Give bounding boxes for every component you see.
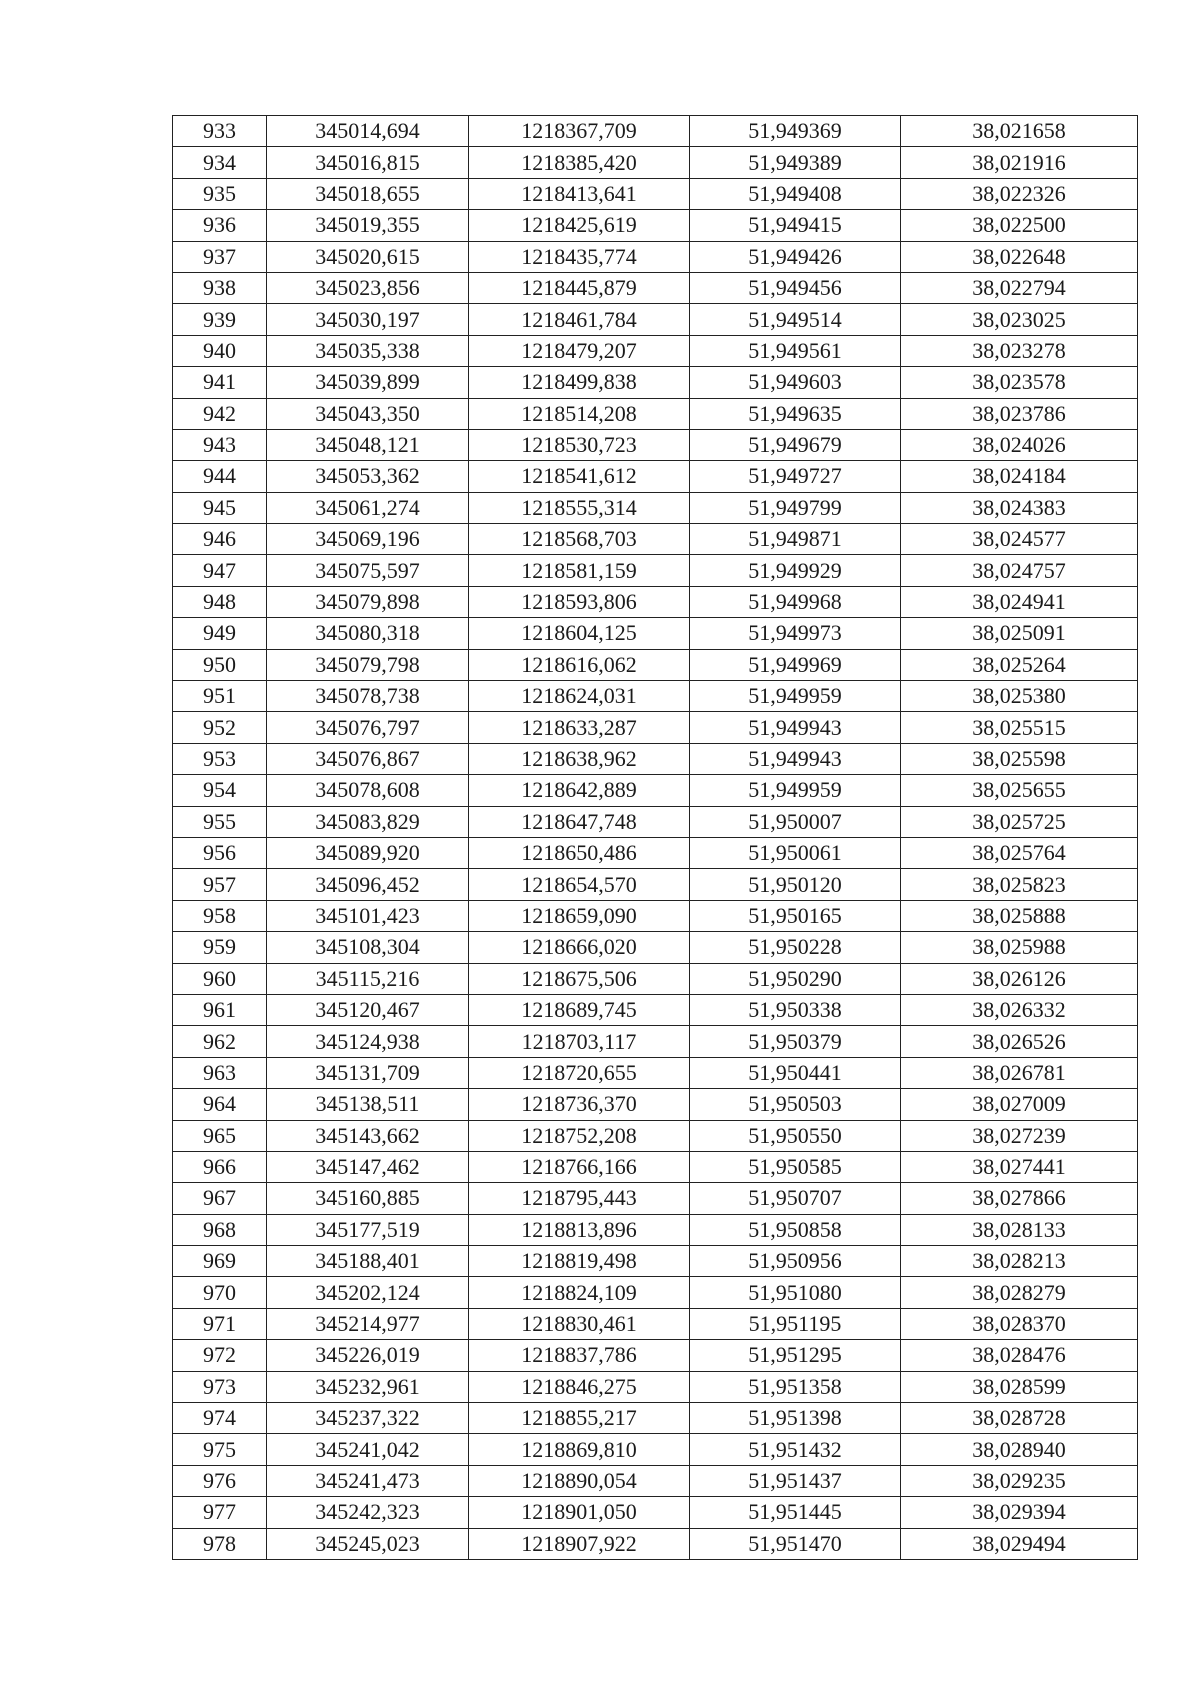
table-row (173, 210, 1138, 241)
longitude-cell: 38,029235 (901, 1465, 1138, 1496)
longitude-cell: 38,021658 (901, 116, 1138, 147)
point-number-cell: 938 (173, 272, 267, 303)
table-row (173, 963, 1138, 994)
x-coordinate-cell: 345242,323 (267, 1497, 469, 1528)
point-number-cell: 937 (173, 241, 267, 272)
table-row (173, 461, 1138, 492)
y-coordinate-cell: 1218647,748 (469, 806, 690, 837)
point-number-cell: 943 (173, 429, 267, 460)
table-row (173, 147, 1138, 178)
x-coordinate-cell: 345245,023 (267, 1528, 469, 1559)
table-row (173, 524, 1138, 555)
table-row (173, 681, 1138, 712)
latitude-cell: 51,949799 (690, 492, 901, 523)
point-number-cell: 969 (173, 1246, 267, 1277)
latitude-cell: 51,949929 (690, 555, 901, 586)
y-coordinate-cell: 1218846,275 (469, 1371, 690, 1402)
longitude-cell: 38,021916 (901, 147, 1138, 178)
point-number-cell: 978 (173, 1528, 267, 1559)
y-coordinate-cell: 1218830,461 (469, 1308, 690, 1339)
x-coordinate-cell: 345096,452 (267, 869, 469, 900)
longitude-cell: 38,022648 (901, 241, 1138, 272)
latitude-cell: 51,949969 (690, 649, 901, 680)
latitude-cell: 51,949871 (690, 524, 901, 555)
y-coordinate-cell: 1218479,207 (469, 335, 690, 366)
table-row (173, 116, 1138, 147)
table-row (173, 1465, 1138, 1496)
table-row (173, 837, 1138, 868)
longitude-cell: 38,027239 (901, 1120, 1138, 1151)
latitude-cell: 51,951295 (690, 1340, 901, 1371)
longitude-cell: 38,025655 (901, 775, 1138, 806)
table-row (173, 1308, 1138, 1339)
longitude-cell: 38,023025 (901, 304, 1138, 335)
x-coordinate-cell: 345188,401 (267, 1246, 469, 1277)
y-coordinate-cell: 1218703,117 (469, 1026, 690, 1057)
table-row (173, 1089, 1138, 1120)
point-number-cell: 948 (173, 586, 267, 617)
point-number-cell: 952 (173, 712, 267, 743)
latitude-cell: 51,950858 (690, 1214, 901, 1245)
table-row (173, 429, 1138, 460)
table-row (173, 900, 1138, 931)
point-number-cell: 941 (173, 367, 267, 398)
point-number-cell: 953 (173, 743, 267, 774)
x-coordinate-cell: 345039,899 (267, 367, 469, 398)
longitude-cell: 38,024941 (901, 586, 1138, 617)
point-number-cell: 946 (173, 524, 267, 555)
y-coordinate-cell: 1218499,838 (469, 367, 690, 398)
latitude-cell: 51,949415 (690, 210, 901, 241)
latitude-cell: 51,950707 (690, 1183, 901, 1214)
point-number-cell: 951 (173, 681, 267, 712)
longitude-cell: 38,028599 (901, 1371, 1138, 1402)
x-coordinate-cell: 345241,042 (267, 1434, 469, 1465)
table-row (173, 1026, 1138, 1057)
table-row (173, 1497, 1138, 1528)
x-coordinate-cell: 345016,815 (267, 147, 469, 178)
y-coordinate-cell: 1218837,786 (469, 1340, 690, 1371)
point-number-cell: 950 (173, 649, 267, 680)
x-coordinate-cell: 345214,977 (267, 1308, 469, 1339)
latitude-cell: 51,949408 (690, 178, 901, 209)
point-number-cell: 970 (173, 1277, 267, 1308)
x-coordinate-cell: 345079,798 (267, 649, 469, 680)
longitude-cell: 38,025091 (901, 618, 1138, 649)
latitude-cell: 51,949389 (690, 147, 901, 178)
y-coordinate-cell: 1218555,314 (469, 492, 690, 523)
y-coordinate-cell: 1218907,922 (469, 1528, 690, 1559)
latitude-cell: 51,949369 (690, 116, 901, 147)
table-row (173, 367, 1138, 398)
x-coordinate-cell: 345160,885 (267, 1183, 469, 1214)
point-number-cell: 968 (173, 1214, 267, 1245)
y-coordinate-cell: 1218675,506 (469, 963, 690, 994)
longitude-cell: 38,025598 (901, 743, 1138, 774)
point-number-cell: 971 (173, 1308, 267, 1339)
table-row (173, 1246, 1138, 1277)
y-coordinate-cell: 1218367,709 (469, 116, 690, 147)
latitude-cell: 51,951432 (690, 1434, 901, 1465)
point-number-cell: 976 (173, 1465, 267, 1496)
longitude-cell: 38,023578 (901, 367, 1138, 398)
point-number-cell: 964 (173, 1089, 267, 1120)
latitude-cell: 51,950379 (690, 1026, 901, 1057)
longitude-cell: 38,025725 (901, 806, 1138, 837)
table-row (173, 304, 1138, 335)
longitude-cell: 38,025515 (901, 712, 1138, 743)
longitude-cell: 38,026126 (901, 963, 1138, 994)
coordinates-table (172, 115, 1138, 1560)
x-coordinate-cell: 345076,867 (267, 743, 469, 774)
y-coordinate-cell: 1218869,810 (469, 1434, 690, 1465)
x-coordinate-cell: 345061,274 (267, 492, 469, 523)
x-coordinate-cell: 345014,694 (267, 116, 469, 147)
point-number-cell: 967 (173, 1183, 267, 1214)
latitude-cell: 51,951470 (690, 1528, 901, 1559)
table-row (173, 178, 1138, 209)
y-coordinate-cell: 1218659,090 (469, 900, 690, 931)
longitude-cell: 38,025380 (901, 681, 1138, 712)
y-coordinate-cell: 1218901,050 (469, 1497, 690, 1528)
latitude-cell: 51,950550 (690, 1120, 901, 1151)
longitude-cell: 38,028728 (901, 1403, 1138, 1434)
x-coordinate-cell: 345019,355 (267, 210, 469, 241)
latitude-cell: 51,950956 (690, 1246, 901, 1277)
y-coordinate-cell: 1218813,896 (469, 1214, 690, 1245)
point-number-cell: 936 (173, 210, 267, 241)
x-coordinate-cell: 345078,738 (267, 681, 469, 712)
table-row (173, 241, 1138, 272)
point-number-cell: 958 (173, 900, 267, 931)
table-row (173, 1277, 1138, 1308)
table-row (173, 649, 1138, 680)
y-coordinate-cell: 1218604,125 (469, 618, 690, 649)
longitude-cell: 38,026332 (901, 994, 1138, 1025)
x-coordinate-cell: 345124,938 (267, 1026, 469, 1057)
y-coordinate-cell: 1218581,159 (469, 555, 690, 586)
table-row (173, 869, 1138, 900)
x-coordinate-cell: 345018,655 (267, 178, 469, 209)
y-coordinate-cell: 1218890,054 (469, 1465, 690, 1496)
x-coordinate-cell: 345089,920 (267, 837, 469, 868)
y-coordinate-cell: 1218385,420 (469, 147, 690, 178)
latitude-cell: 51,949603 (690, 367, 901, 398)
x-coordinate-cell: 345080,318 (267, 618, 469, 649)
y-coordinate-cell: 1218819,498 (469, 1246, 690, 1277)
longitude-cell: 38,026526 (901, 1026, 1138, 1057)
point-number-cell: 963 (173, 1057, 267, 1088)
table-row (173, 1340, 1138, 1371)
point-number-cell: 977 (173, 1497, 267, 1528)
latitude-cell: 51,949561 (690, 335, 901, 366)
x-coordinate-cell: 345232,961 (267, 1371, 469, 1402)
x-coordinate-cell: 345023,856 (267, 272, 469, 303)
point-number-cell: 945 (173, 492, 267, 523)
y-coordinate-cell: 1218413,641 (469, 178, 690, 209)
latitude-cell: 51,949679 (690, 429, 901, 460)
longitude-cell: 38,029494 (901, 1528, 1138, 1559)
longitude-cell: 38,028476 (901, 1340, 1138, 1371)
y-coordinate-cell: 1218541,612 (469, 461, 690, 492)
latitude-cell: 51,951398 (690, 1403, 901, 1434)
y-coordinate-cell: 1218633,287 (469, 712, 690, 743)
point-number-cell: 955 (173, 806, 267, 837)
table-row (173, 1120, 1138, 1151)
longitude-cell: 38,023786 (901, 398, 1138, 429)
y-coordinate-cell: 1218795,443 (469, 1183, 690, 1214)
longitude-cell: 38,028279 (901, 1277, 1138, 1308)
x-coordinate-cell: 345147,462 (267, 1151, 469, 1182)
coordinates-table-body (173, 116, 1138, 1560)
point-number-cell: 959 (173, 932, 267, 963)
latitude-cell: 51,950441 (690, 1057, 901, 1088)
latitude-cell: 51,950503 (690, 1089, 901, 1120)
point-number-cell: 949 (173, 618, 267, 649)
y-coordinate-cell: 1218752,208 (469, 1120, 690, 1151)
y-coordinate-cell: 1218642,889 (469, 775, 690, 806)
latitude-cell: 51,951195 (690, 1308, 901, 1339)
longitude-cell: 38,024383 (901, 492, 1138, 523)
latitude-cell: 51,949943 (690, 743, 901, 774)
table-row (173, 1057, 1138, 1088)
x-coordinate-cell: 345035,338 (267, 335, 469, 366)
latitude-cell: 51,950338 (690, 994, 901, 1025)
x-coordinate-cell: 345241,473 (267, 1465, 469, 1496)
table-row (173, 932, 1138, 963)
point-number-cell: 972 (173, 1340, 267, 1371)
latitude-cell: 51,949514 (690, 304, 901, 335)
point-number-cell: 935 (173, 178, 267, 209)
x-coordinate-cell: 345030,197 (267, 304, 469, 335)
latitude-cell: 51,949727 (690, 461, 901, 492)
x-coordinate-cell: 345083,829 (267, 806, 469, 837)
x-coordinate-cell: 345237,322 (267, 1403, 469, 1434)
longitude-cell: 38,025764 (901, 837, 1138, 868)
point-number-cell: 975 (173, 1434, 267, 1465)
y-coordinate-cell: 1218435,774 (469, 241, 690, 272)
table-row (173, 1371, 1138, 1402)
latitude-cell: 51,950585 (690, 1151, 901, 1182)
y-coordinate-cell: 1218568,703 (469, 524, 690, 555)
table-row (173, 618, 1138, 649)
longitude-cell: 38,022500 (901, 210, 1138, 241)
point-number-cell: 973 (173, 1371, 267, 1402)
x-coordinate-cell: 345079,898 (267, 586, 469, 617)
latitude-cell: 51,949959 (690, 775, 901, 806)
longitude-cell: 38,024184 (901, 461, 1138, 492)
x-coordinate-cell: 345069,196 (267, 524, 469, 555)
y-coordinate-cell: 1218736,370 (469, 1089, 690, 1120)
table-row (173, 712, 1138, 743)
latitude-cell: 51,949968 (690, 586, 901, 617)
point-number-cell: 965 (173, 1120, 267, 1151)
table-row (173, 994, 1138, 1025)
point-number-cell: 966 (173, 1151, 267, 1182)
y-coordinate-cell: 1218650,486 (469, 837, 690, 868)
longitude-cell: 38,022794 (901, 272, 1138, 303)
latitude-cell: 51,949426 (690, 241, 901, 272)
y-coordinate-cell: 1218425,619 (469, 210, 690, 241)
x-coordinate-cell: 345075,597 (267, 555, 469, 586)
table-row (173, 1151, 1138, 1182)
point-number-cell: 947 (173, 555, 267, 586)
longitude-cell: 38,023278 (901, 335, 1138, 366)
point-number-cell: 957 (173, 869, 267, 900)
y-coordinate-cell: 1218654,570 (469, 869, 690, 900)
latitude-cell: 51,949959 (690, 681, 901, 712)
latitude-cell: 51,950228 (690, 932, 901, 963)
table-row (173, 272, 1138, 303)
longitude-cell: 38,025988 (901, 932, 1138, 963)
y-coordinate-cell: 1218638,962 (469, 743, 690, 774)
x-coordinate-cell: 345143,662 (267, 1120, 469, 1151)
point-number-cell: 954 (173, 775, 267, 806)
table-row (173, 1214, 1138, 1245)
y-coordinate-cell: 1218616,062 (469, 649, 690, 680)
latitude-cell: 51,949943 (690, 712, 901, 743)
table-row (173, 1403, 1138, 1434)
table-row (173, 1528, 1138, 1559)
table-row (173, 335, 1138, 366)
x-coordinate-cell: 345053,362 (267, 461, 469, 492)
y-coordinate-cell: 1218720,655 (469, 1057, 690, 1088)
y-coordinate-cell: 1218689,745 (469, 994, 690, 1025)
latitude-cell: 51,949635 (690, 398, 901, 429)
x-coordinate-cell: 345020,615 (267, 241, 469, 272)
table-row (173, 398, 1138, 429)
x-coordinate-cell: 345048,121 (267, 429, 469, 460)
latitude-cell: 51,951445 (690, 1497, 901, 1528)
x-coordinate-cell: 345202,124 (267, 1277, 469, 1308)
longitude-cell: 38,024757 (901, 555, 1138, 586)
x-coordinate-cell: 345115,216 (267, 963, 469, 994)
y-coordinate-cell: 1218824,109 (469, 1277, 690, 1308)
point-number-cell: 942 (173, 398, 267, 429)
longitude-cell: 38,027441 (901, 1151, 1138, 1182)
table-row (173, 555, 1138, 586)
point-number-cell: 960 (173, 963, 267, 994)
table-row (173, 806, 1138, 837)
y-coordinate-cell: 1218593,806 (469, 586, 690, 617)
longitude-cell: 38,024026 (901, 429, 1138, 460)
y-coordinate-cell: 1218530,723 (469, 429, 690, 460)
y-coordinate-cell: 1218461,784 (469, 304, 690, 335)
longitude-cell: 38,022326 (901, 178, 1138, 209)
longitude-cell: 38,028133 (901, 1214, 1138, 1245)
latitude-cell: 51,951437 (690, 1465, 901, 1496)
x-coordinate-cell: 345226,019 (267, 1340, 469, 1371)
point-number-cell: 944 (173, 461, 267, 492)
x-coordinate-cell: 345138,511 (267, 1089, 469, 1120)
latitude-cell: 51,949973 (690, 618, 901, 649)
longitude-cell: 38,029394 (901, 1497, 1138, 1528)
longitude-cell: 38,026781 (901, 1057, 1138, 1088)
latitude-cell: 51,949456 (690, 272, 901, 303)
latitude-cell: 51,950120 (690, 869, 901, 900)
x-coordinate-cell: 345076,797 (267, 712, 469, 743)
x-coordinate-cell: 345131,709 (267, 1057, 469, 1088)
x-coordinate-cell: 345043,350 (267, 398, 469, 429)
latitude-cell: 51,951358 (690, 1371, 901, 1402)
table-row (173, 1434, 1138, 1465)
table-row (173, 775, 1138, 806)
latitude-cell: 51,950165 (690, 900, 901, 931)
y-coordinate-cell: 1218766,166 (469, 1151, 690, 1182)
longitude-cell: 38,025823 (901, 869, 1138, 900)
y-coordinate-cell: 1218514,208 (469, 398, 690, 429)
table-row (173, 492, 1138, 523)
latitude-cell: 51,950290 (690, 963, 901, 994)
longitude-cell: 38,025888 (901, 900, 1138, 931)
point-number-cell: 933 (173, 116, 267, 147)
y-coordinate-cell: 1218624,031 (469, 681, 690, 712)
longitude-cell: 38,028213 (901, 1246, 1138, 1277)
point-number-cell: 962 (173, 1026, 267, 1057)
y-coordinate-cell: 1218855,217 (469, 1403, 690, 1434)
table-row (173, 743, 1138, 774)
point-number-cell: 961 (173, 994, 267, 1025)
longitude-cell: 38,025264 (901, 649, 1138, 680)
point-number-cell: 956 (173, 837, 267, 868)
latitude-cell: 51,951080 (690, 1277, 901, 1308)
point-number-cell: 974 (173, 1403, 267, 1434)
y-coordinate-cell: 1218666,020 (469, 932, 690, 963)
longitude-cell: 38,027009 (901, 1089, 1138, 1120)
point-number-cell: 934 (173, 147, 267, 178)
x-coordinate-cell: 345108,304 (267, 932, 469, 963)
longitude-cell: 38,027866 (901, 1183, 1138, 1214)
point-number-cell: 940 (173, 335, 267, 366)
table-row (173, 1183, 1138, 1214)
point-number-cell: 939 (173, 304, 267, 335)
longitude-cell: 38,028940 (901, 1434, 1138, 1465)
table-row (173, 586, 1138, 617)
longitude-cell: 38,028370 (901, 1308, 1138, 1339)
latitude-cell: 51,950007 (690, 806, 901, 837)
x-coordinate-cell: 345177,519 (267, 1214, 469, 1245)
y-coordinate-cell: 1218445,879 (469, 272, 690, 303)
longitude-cell: 38,024577 (901, 524, 1138, 555)
x-coordinate-cell: 345078,608 (267, 775, 469, 806)
x-coordinate-cell: 345101,423 (267, 900, 469, 931)
latitude-cell: 51,950061 (690, 837, 901, 868)
x-coordinate-cell: 345120,467 (267, 994, 469, 1025)
